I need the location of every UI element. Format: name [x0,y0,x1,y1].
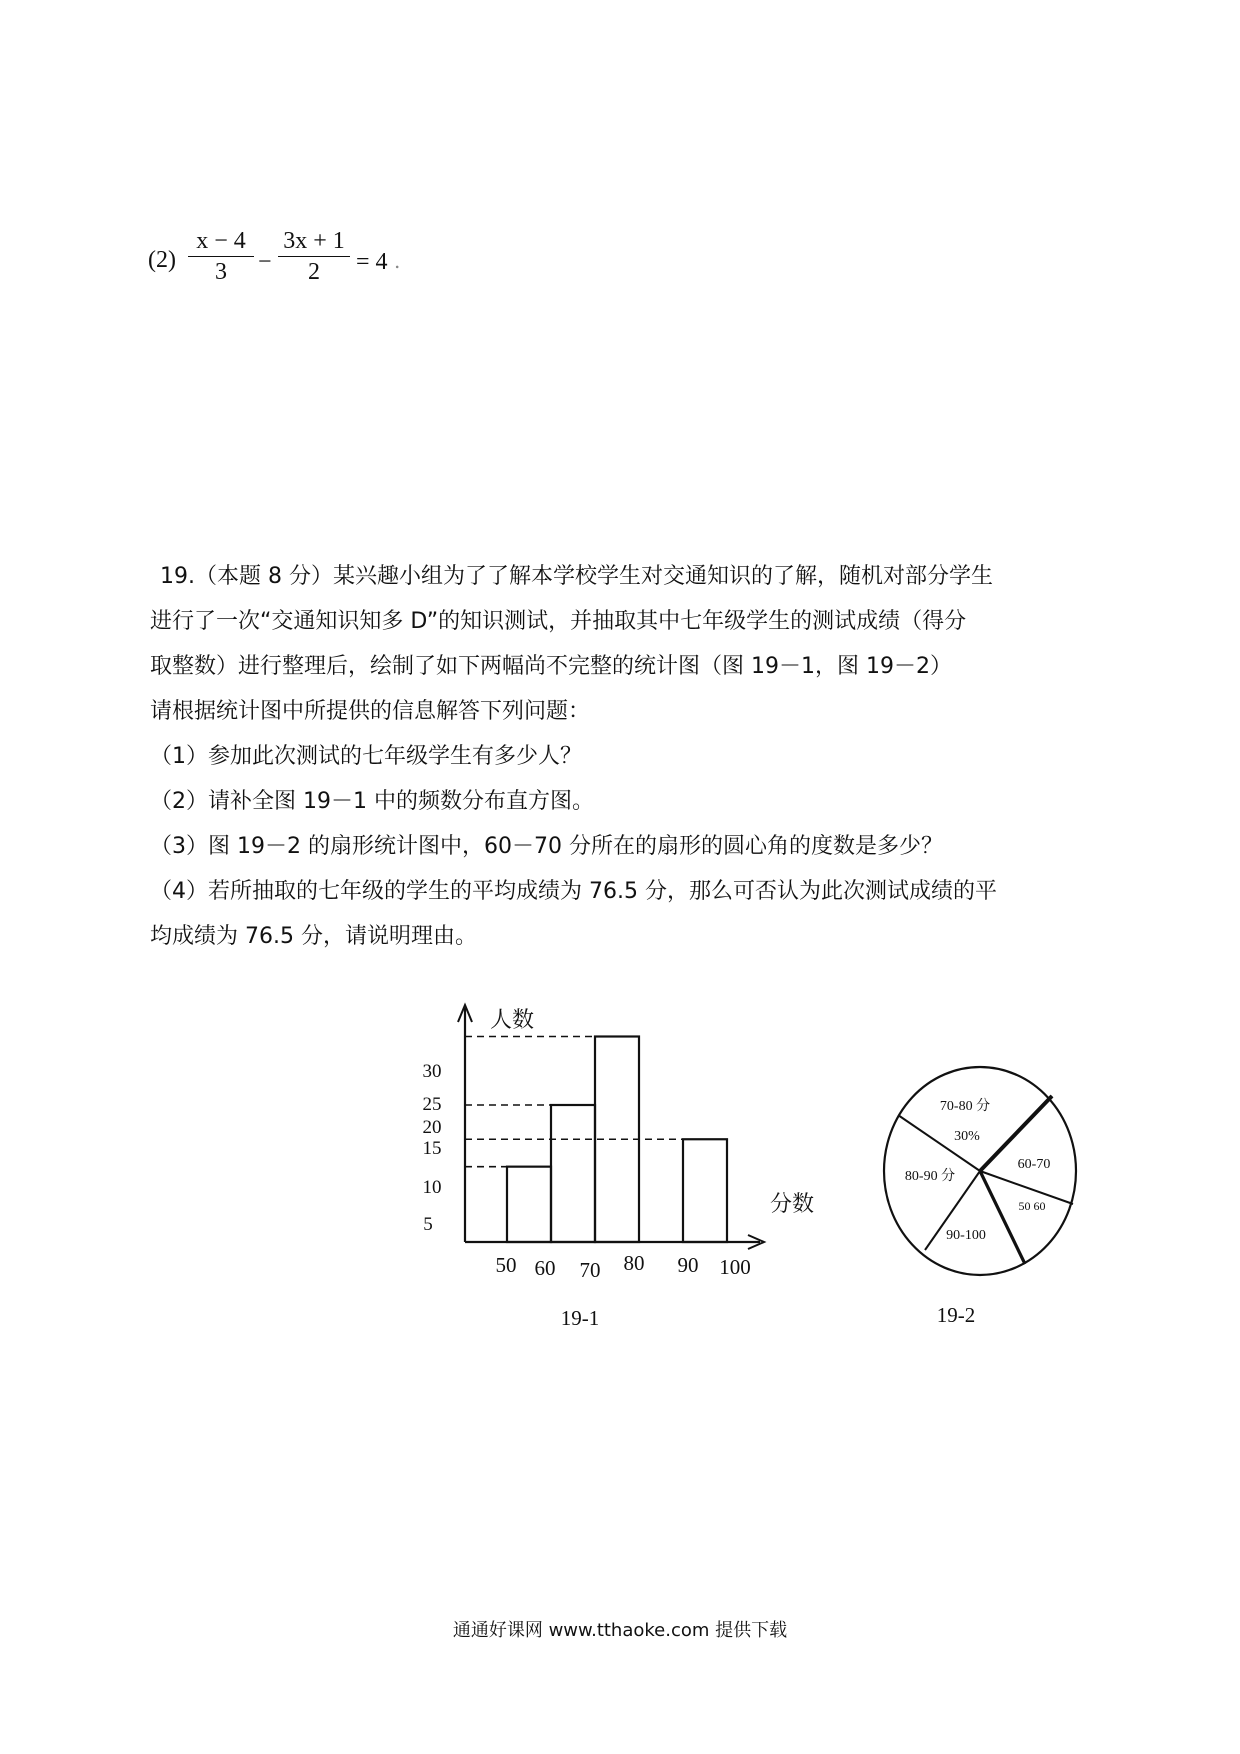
footer: 通通好课网 www.tthaoke.com 提供下载 [452,1620,788,1641]
x-tick-label: 70 [579,1258,601,1282]
pie-sector-label: 70-80 分 [939,1099,991,1114]
fraction-2-denominator: 2 [308,259,320,285]
y-tick-label: 10 [422,1177,442,1198]
figure-caption: 19-2 [936,1303,976,1327]
x-tick-label: 80 [623,1251,645,1275]
problem-line-5: （1）参加此次测试的七年级学生有多少人？ [150,744,582,769]
x-tick-label: 100 [719,1255,751,1279]
y-tick-label: 5 [423,1214,433,1235]
pie-sector-percent: 30% [954,1129,980,1144]
x-tick-label: 60 [534,1256,556,1280]
fraction-1-numerator: x − 4 [196,228,246,254]
figure-caption: 19-1 [560,1306,600,1330]
equals-four: = 4 [356,249,388,275]
pie-sector-label: 50 60 [1018,1199,1046,1213]
problem-line-2: 进行了一次“交通知识知多 D”的知识测试，并抽取其中七年级学生的测试成绩（得分 [150,609,967,634]
problem-line-9: 均成绩为 76.5 分，请说明理由。 [150,924,477,949]
problem-line-6: （2）请补全图 19－1 中的频数分布直方图。 [150,789,594,814]
pie-sector-label: 90-100 [946,1228,986,1243]
x-tick-label: 90 [677,1253,699,1277]
fraction-1-denominator: 3 [215,259,227,285]
y-axis-label: 人数 [490,1007,535,1032]
problem-line-3: 取整数）进行整理后，绘制了如下两幅尚不完整的统计图（图 19－1，图 19－2） [150,654,952,679]
x-tick-label: 50 [495,1253,517,1277]
problem-line-1: 19.（本题 8 分）某兴趣小组为了了解本学校学生对交通知识的了解，随机对部分学生 [160,564,993,589]
y-tick-label: 25 [422,1094,442,1115]
minus-sign: − [258,249,272,275]
pie-sector-label: 60-70 [1017,1157,1051,1172]
fraction-2-numerator: 3x + 1 [283,228,345,254]
equation-label: (2) [148,247,176,273]
problem-line-8: （4）若所抽取的七年级的学生的平均成绩为 76.5 分，那么可否认为此次测试成绩的平 [150,879,997,904]
problem-line-4: 请根据统计图中所提供的信息解答下列问题： [150,699,591,724]
y-tick-label: 20 [422,1117,442,1138]
pie-sector-label: 80-90 分 [904,1169,956,1184]
x-axis-label: 分数 [770,1191,815,1216]
y-tick-label: 30 [422,1061,442,1082]
equation-dot: . [394,249,401,273]
problem-line-7: （3）图 19－2 的扇形统计图中，60－70 分所在的扇形的圆心角的度数是多少？ [150,834,943,859]
y-tick-label: 15 [422,1138,442,1159]
